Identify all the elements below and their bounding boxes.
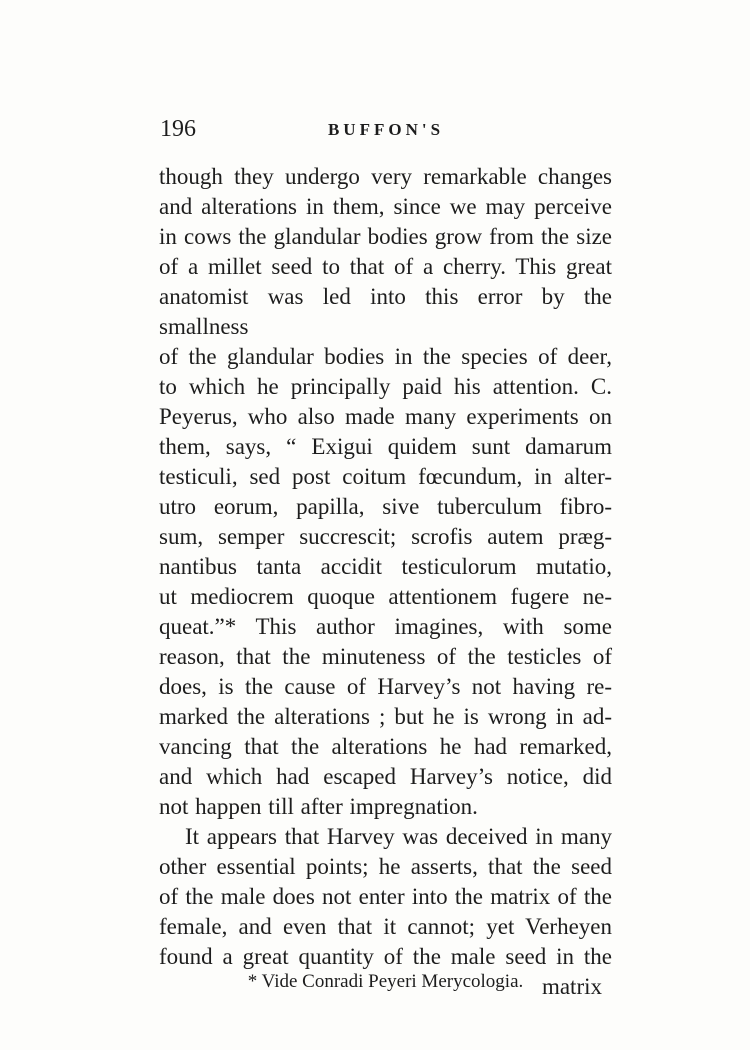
text-line: not happen till after impregnation. — [159, 794, 478, 819]
text-line: found a great quantity of the male seed in the — [159, 944, 612, 969]
text-line: ut mediocrem quoque attentionem fugere ne- — [159, 584, 612, 609]
catchword: matrix — [541, 974, 602, 999]
text-line: to which he principally paid his attention. C. — [159, 374, 612, 399]
text-line: anatomist was led into this error by the smallness — [159, 284, 612, 339]
text-line: of the male does not enter into the matrix of the — [159, 884, 612, 909]
text-line: nantibus tanta accidit testiculorum mutatio, — [159, 554, 612, 579]
running-head — [160, 116, 612, 146]
text-line: testiculi, sed post coitum fœcundum, in alter- — [159, 464, 612, 489]
body-text — [159, 162, 612, 1002]
text-line: reason, that the minuteness of the testicles of — [159, 644, 612, 669]
text-line: and alterations in them, since we may perceive — [159, 194, 612, 219]
text-line: in cows the glandular bodies grow from the size — [159, 224, 612, 249]
text-line: does, is the cause of Harvey’s not having re- — [159, 674, 612, 699]
text-line: utro eorum, papilla, sive tuberculum fibro- — [159, 494, 612, 519]
text-line: though they undergo very remarkable changes — [159, 164, 612, 189]
text-line: vancing that the alterations he had remarked, — [159, 734, 612, 759]
text-line: other essential points; he asserts, that the seed — [159, 854, 612, 879]
paragraph-1 — [159, 162, 612, 822]
paragraph-2 — [159, 822, 612, 972]
text-line: Peyerus, who also made many experiments on — [159, 404, 612, 429]
footnote: * Vide Conradi Peyeri Merycologia. — [247, 971, 524, 992]
text-line: of the glandular bodies in the species of deer, — [159, 344, 612, 369]
text-line: It appears that Harvey was deceived in many — [185, 824, 612, 849]
text-line: them, says, “ Exigui quidem sunt damarum — [159, 434, 612, 459]
text-line: sum, semper succrescit; scrofis autem præg- — [159, 524, 612, 549]
text-line: female, and even that it cannot; yet Verheyen — [159, 914, 612, 939]
text-line: marked the alterations ; but he is wrong in ad- — [159, 704, 612, 729]
text-line: queat.”* This author imagines, with some — [159, 614, 612, 639]
running-title: BUFFON'S — [327, 120, 445, 139]
text-line: and which had escaped Harvey’s notice, did — [159, 764, 612, 789]
page-number: 196 — [160, 116, 196, 142]
text-line: of a millet seed to that of a cherry. This great — [159, 254, 612, 279]
